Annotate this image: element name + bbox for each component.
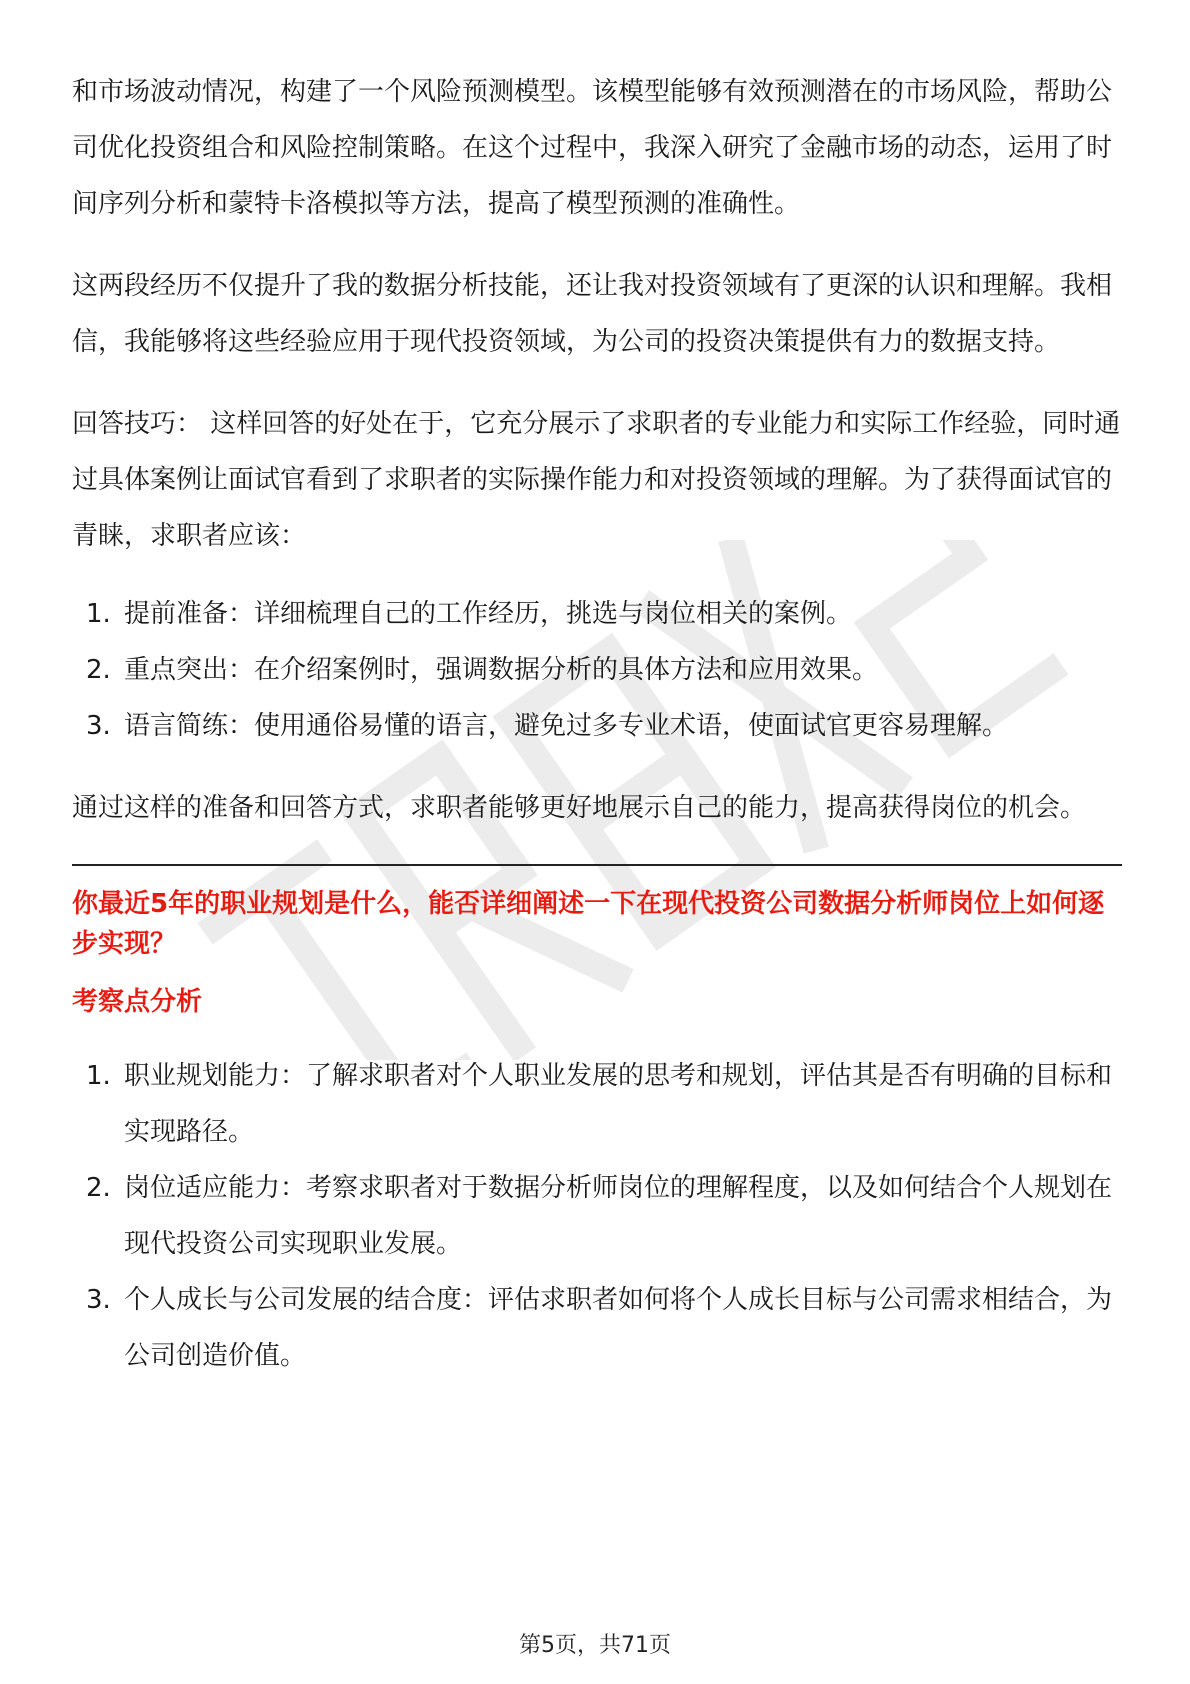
list-text: 岗位适应能力：考察求职者对于数据分析师岗位的理解程度，以及如何结合个人规划在现代投资公司实现职业发展。 — [124, 1173, 1113, 1259]
list-item — [72, 642, 1122, 698]
list-number: 2. — [86, 1173, 111, 1203]
paragraph-answer-tips: 回答技巧： 这样回答的好处在于，它充分展示了求职者的专业能力和实际工作经验，同时通过具体案例让面试官看到了求职者的实际操作能力和对投资领域的理解。为了获得面试官的青睐，求职者应该： — [72, 409, 1121, 551]
list-text: 提前准备：详细梳理自己的工作经历，挑选与岗位相关的案例。 — [124, 599, 853, 629]
list-text: 重点突出：在介绍案例时，强调数据分析的具体方法和应用效果。 — [124, 655, 879, 685]
tips-list — [72, 586, 1122, 754]
question-heading: 你最近5年的职业规划是什么，能否详细阐述一下在现代投资公司数据分析师岗位上如何逐步实现？ — [72, 889, 1105, 959]
list-item — [72, 1160, 1122, 1272]
paragraph-conclusion: 通过这样的准备和回答方式，求职者能够更好地展示自己的能力，提高获得岗位的机会。 — [72, 793, 1087, 823]
list-number: 1. — [86, 1061, 111, 1091]
list-number: 2. — [86, 655, 111, 685]
list-item — [72, 1048, 1122, 1160]
list-item — [72, 1272, 1122, 1384]
page-number-footer: 第5页，共71页 — [519, 1633, 671, 1658]
list-text: 个人成长与公司发展的结合度：评估求职者如何将个人成长目标与公司需求相结合，为公司创造价值。 — [124, 1285, 1113, 1371]
analysis-list — [72, 1048, 1122, 1384]
list-item — [72, 698, 1122, 754]
list-text: 语言简练：使用通俗易懂的语言，避免过多专业术语，使面试官更容易理解。 — [124, 711, 1009, 741]
list-number: 1. — [86, 599, 111, 629]
analysis-heading: 考察点分析 — [72, 987, 203, 1017]
list-number: 3. — [86, 1285, 111, 1315]
list-number: 3. — [86, 711, 111, 741]
list-item — [72, 586, 1122, 642]
section-divider — [72, 864, 1122, 866]
paragraph-risk-model: 和市场波动情况，构建了一个风险预测模型。该模型能够有效预测潜在的市场风险，帮助公司优化投资组合和风险控制策略。在这个过程中，我深入研究了金融市场的动态，运用了时间序列分析和蒙特卡洛模拟等方法，提高了模型预测的准确性。 — [72, 77, 1113, 219]
paragraph-experience-summary: 这两段经历不仅提升了我的数据分析技能，还让我对投资领域有了更深的认识和理解。我相信，我能够将这些经验应用于现代投资领域，为公司的投资决策提供有力的数据支持。 — [72, 271, 1113, 357]
page-content — [72, 64, 1122, 1384]
list-text: 职业规划能力：了解求职者对个人职业发展的思考和规划，评估其是否有明确的目标和实现路径。 — [124, 1061, 1113, 1147]
